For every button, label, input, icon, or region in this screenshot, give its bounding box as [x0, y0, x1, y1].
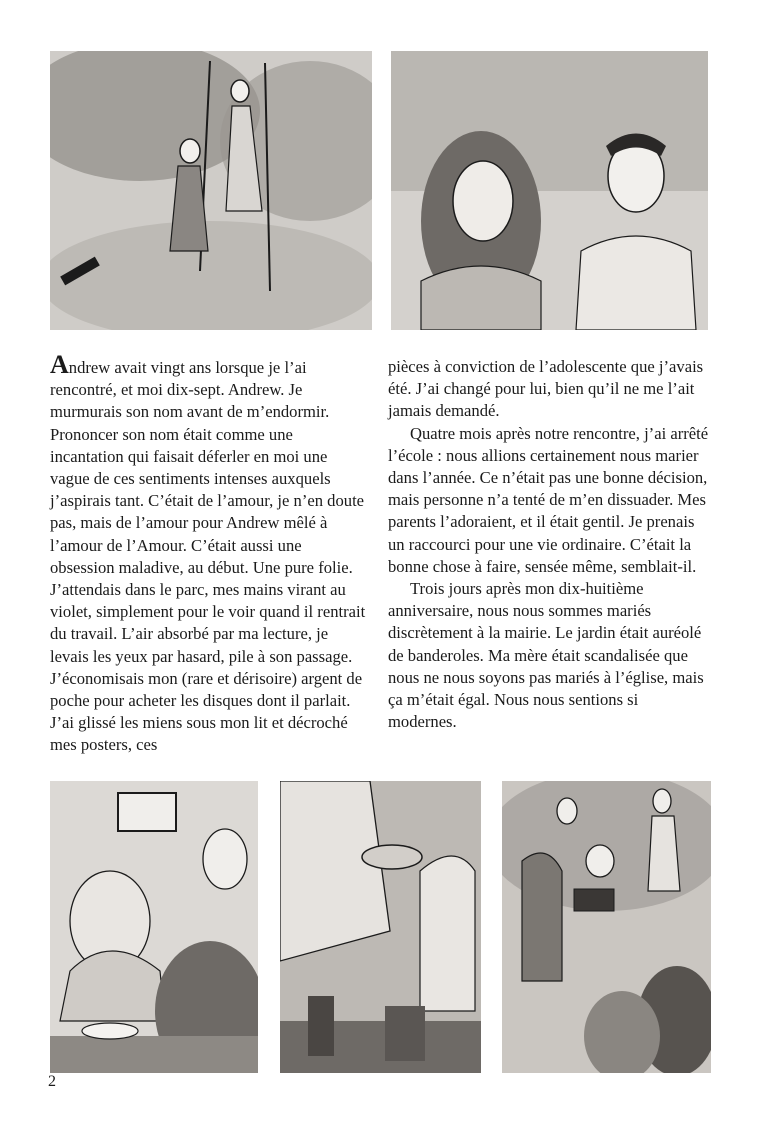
text-column-right [388, 356, 710, 733]
page-number: 2 [48, 1073, 56, 1090]
paragraph: Quatre mois après notre rencontre, j’ai arrêté l’école : nous allions certainement nous marier dans l’année. Ce n’était pas une bonne décision, mais personne n’a tenté de m’en dissuader. Mes parents l’adoraient, et il était gentil. Je prenais un raccourci pour une vie ordinaire. C’était la bonne chose à faire, sensée même, semblait-il. [388, 423, 709, 576]
illustration-panel-couple-portrait [391, 51, 708, 330]
paragraph: Trois jours après mon dix-huitième anniversaire, nous nous sommes mariés discrètement à la mairie. Le jardin était auréolé de banderoles. Ma mère était scandalisée que nous ne nous soyons pas mariés à l’église, mais ça m’était égal. Nous nous sentions si modernes. [388, 579, 704, 732]
illustration-panel-birthday [502, 781, 711, 1073]
illustration-panel-kitchen [280, 781, 481, 1073]
paragraph [50, 350, 370, 757]
text-column-left [50, 350, 370, 757]
illustration-panel-dinner [50, 781, 258, 1073]
paragraph: pièces à conviction de l’adolescente que j’avais été. J’ai changé pour lui, bien qu’il ne me l’ait jamais demandé. [388, 357, 704, 421]
illustration-panel-swing [50, 51, 372, 330]
drop-cap: A [50, 350, 69, 379]
paragraph-text: ndrew avait vingt ans lorsque je l’ai rencontré, et moi dix-sept. Andrew. Je murmurais son nom avant de m’endormir. Prononcer son nom était comme une incantation qui faisait déferler en moi une vague de ces sentiments intenses auxquels j’aspirais tant. C’était de l’amour, je n’en doute pas, mais de l’amour pour Andrew mêlé à l’amour de l’Amour. C’était aussi une obsession maladive, au début. Une pure folie. J’attendais dans le parc, mes mains virant au violet, simplement pour le voir quand il rentrait du travail. L’air absorbé par ma lecture, je levais les yeux par hasard, pile à son passage. J’économisais mon (rare et dérisoire) argent de poche pour acheter les disques dont il parlait. J’ai glissé les miens sous mon lit et décroché mes posters, ces [50, 358, 366, 755]
